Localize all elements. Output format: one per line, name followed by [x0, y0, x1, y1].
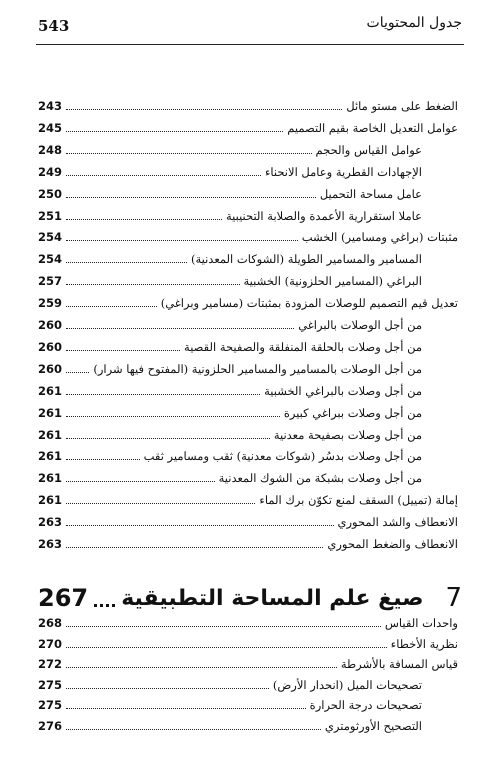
leader-dots — [66, 372, 89, 373]
toc-entry-page: 260 — [38, 361, 63, 376]
toc-entry-page: 243 — [38, 99, 63, 113]
leader-dots — [66, 197, 316, 198]
toc-entry-page: 259 — [38, 296, 63, 311]
leader-dots — [66, 708, 306, 709]
toc-entry[interactable] — [38, 121, 458, 140]
leader-dots — [66, 328, 294, 329]
leader-dots — [66, 459, 140, 460]
toc-entry[interactable] — [38, 362, 422, 381]
running-title: جدول المحتويات — [366, 15, 462, 31]
toc-entry-title: واحدات القياس — [384, 616, 458, 630]
leader-dots — [66, 503, 255, 504]
chapter-leader-dots — [94, 604, 115, 607]
toc-entry-page: 272 — [38, 657, 63, 672]
leader-dots — [66, 175, 261, 176]
header-rule — [36, 44, 464, 45]
toc-entry-page: 270 — [38, 636, 63, 651]
leader-dots — [66, 525, 334, 526]
toc-entry-title: مثبتات (براغي ومسامير) الخشب — [301, 230, 458, 245]
toc-entry-page: 254 — [38, 252, 63, 267]
toc-entry[interactable] — [38, 471, 422, 490]
toc-entry[interactable] — [38, 165, 422, 184]
leader-dots — [66, 626, 381, 627]
chapter-page-number: 267 — [38, 584, 89, 612]
toc-entry-title: من أجل وصلات بصفيحة معدنية — [273, 427, 422, 442]
toc-entry-page: 268 — [38, 616, 63, 630]
chapter-heading[interactable] — [38, 578, 462, 618]
leader-dots — [66, 240, 298, 241]
toc-entry-page: 263 — [38, 515, 63, 530]
page-number: 543 — [38, 17, 70, 35]
toc-entry-page: 275 — [38, 698, 63, 713]
page-header — [0, 0, 500, 40]
chapter-title: صيغ علم المساحة التطبيقية — [121, 585, 424, 611]
toc-entry[interactable] — [38, 616, 458, 635]
leader-dots — [66, 547, 323, 548]
toc-entry[interactable] — [38, 384, 422, 403]
toc-entry-page: 245 — [38, 120, 63, 135]
toc-entry-title: تصحيحات الميل (انحدار الأرض) — [272, 677, 422, 692]
leader-dots — [66, 262, 187, 263]
toc-entry-title: إمالة (تمييل) السقف لمنع تكوّن برك الماء — [259, 493, 458, 508]
toc-entry-title: من أجل وصلات ببراغي كبيرة — [283, 405, 422, 420]
toc-entry-title: نظرية الأخطاء — [390, 636, 458, 651]
toc-entry[interactable] — [38, 537, 458, 556]
leader-dots — [66, 729, 321, 730]
leader-dots — [66, 667, 337, 668]
toc-entry-page: 275 — [38, 677, 63, 692]
toc-entry-title: تعديل قيم التصميم للوصلات المزودة بمثبتات (مسامير وبراغي) — [160, 296, 458, 311]
toc-entry-page: 250 — [38, 186, 63, 201]
toc-entry[interactable] — [38, 698, 422, 717]
toc-entry-title: من أجل وصلات بشبكة من الشوك المعدنية — [218, 471, 422, 486]
toc-entry-title: عامل مساحة التحميل — [319, 186, 422, 201]
toc-entry-title: من أجل وصلات بدسُر (شوكات معدنية) ثقب ومسامير ثقب — [143, 449, 422, 464]
toc-entry-page: 249 — [38, 164, 63, 179]
toc-entry[interactable] — [38, 678, 422, 697]
toc-entry[interactable] — [38, 493, 458, 512]
toc-entry-title: عوامل التعديل الخاصة بقيم التصميم — [287, 120, 458, 135]
toc-entry[interactable] — [38, 449, 422, 468]
leader-dots — [66, 688, 269, 689]
toc-entry-page: 261 — [38, 471, 63, 486]
leader-dots — [66, 219, 222, 220]
toc-entry-page: 251 — [38, 208, 63, 223]
toc-entry[interactable] — [38, 274, 422, 293]
toc-entry-title: الانعطاف والشد المحوري — [337, 515, 458, 530]
leader-dots — [66, 284, 240, 285]
toc-entry[interactable] — [38, 318, 422, 337]
toc-entry-page: 260 — [38, 339, 63, 354]
toc-entry-title: البراغي (المسامير الحلزونية) الخشبية — [243, 274, 422, 289]
toc-entry-page: 261 — [38, 405, 63, 420]
toc-entry-page: 263 — [38, 537, 63, 551]
toc-entry-page: 260 — [38, 318, 63, 332]
toc-entry-title: تصحيحات درجة الحرارة — [309, 698, 422, 713]
toc-entry[interactable] — [38, 296, 458, 315]
toc-entry[interactable] — [38, 143, 422, 162]
toc-entry[interactable] — [38, 340, 422, 359]
leader-dots — [66, 109, 342, 110]
toc-entry[interactable] — [38, 209, 422, 228]
toc-entry-page: 261 — [38, 427, 63, 442]
toc-entry-page: 276 — [38, 719, 63, 733]
toc-entry[interactable] — [38, 637, 458, 656]
toc-entry-title: الإجهادات القطرية وعامل الانحناء — [265, 164, 422, 179]
toc-entry-page: 248 — [38, 142, 63, 157]
toc-entry[interactable] — [38, 428, 422, 447]
toc-entry[interactable] — [38, 252, 422, 271]
toc-entry[interactable] — [38, 230, 458, 249]
toc-entry-page: 261 — [38, 449, 63, 464]
toc-entry[interactable] — [38, 406, 422, 425]
toc-entry-page: 261 — [38, 383, 63, 398]
toc-entry-page: 261 — [38, 493, 63, 508]
leader-dots — [66, 350, 180, 351]
leader-dots — [66, 306, 157, 307]
leader-dots — [66, 394, 260, 395]
toc-entry-title: قياس المسافة بالأشرطة — [340, 657, 458, 672]
leader-dots — [66, 153, 312, 154]
toc-entry-title: عاملا استقرارية الأعمدة والصلابة التحنيبية — [225, 208, 422, 223]
toc-entry-page: 254 — [38, 230, 63, 245]
toc-entry-page: 257 — [38, 274, 63, 289]
toc-entry-title: من أجل الوصلات بالمسامير والمسامير الحلزونية (المفتوح فيها شرار) — [93, 361, 422, 376]
leader-dots — [66, 416, 280, 417]
toc-entry-title: من أجل وصلات بالحلقة المنفلقة والصفيحة القصية — [184, 339, 422, 354]
leader-dots — [66, 481, 215, 482]
toc-entry-title: من أجل الوصلات بالبراغي — [298, 318, 422, 332]
leader-dots — [66, 647, 387, 648]
leader-dots — [66, 131, 283, 132]
toc-entry[interactable] — [38, 719, 422, 738]
toc-entry[interactable] — [38, 657, 458, 676]
toc-entry-title: الضغط على مستو مائل — [346, 99, 458, 113]
toc-entry-title: عوامل القياس والحجم — [315, 142, 422, 157]
toc-entry[interactable] — [38, 187, 422, 206]
toc-entry-title: المسامير والمسامير الطويلة (الشوكات المعدنية) — [190, 252, 422, 267]
toc-entry[interactable] — [38, 515, 458, 534]
toc-entry[interactable] — [38, 99, 458, 118]
chapter-number: 7 — [445, 583, 462, 613]
toc-entry-title: الانعطاف والضغط المحوري — [327, 537, 458, 551]
leader-dots — [66, 438, 270, 439]
toc-entry-title: من أجل وصلات بالبراغي الخشبية — [264, 383, 422, 398]
toc-entry-title: التصحيح الأورثومتري — [324, 719, 422, 733]
